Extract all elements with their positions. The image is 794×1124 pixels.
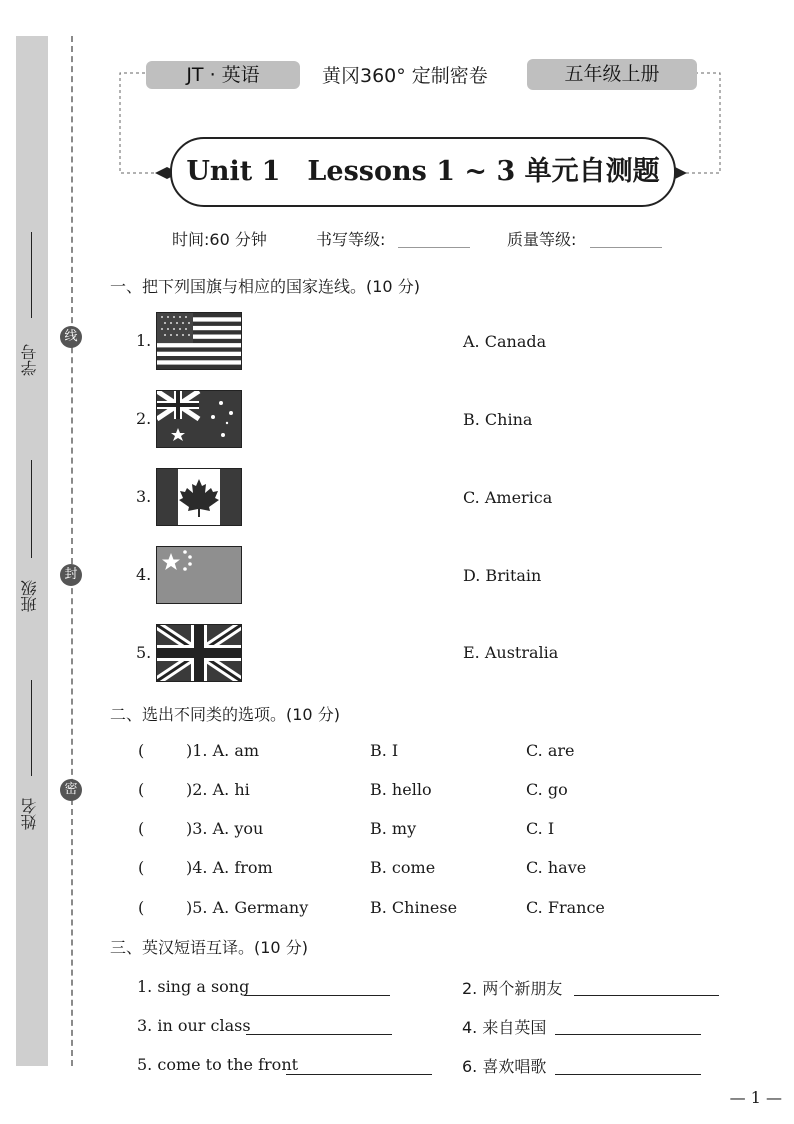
option-c: C. I — [526, 819, 555, 838]
writing-grade-field[interactable] — [398, 247, 470, 248]
translate-item: 1. sing a song — [137, 977, 250, 996]
student-id-label: 学号 — [20, 344, 39, 376]
country-option: E. Australia — [463, 643, 559, 662]
us-flag-icon — [156, 312, 242, 370]
name-line — [31, 680, 32, 776]
answer-blank[interactable] — [574, 995, 719, 996]
answer-blank[interactable] — [555, 1074, 701, 1075]
translate-item: 2. 两个新朋友 — [462, 979, 563, 998]
option-b: B. come — [370, 858, 436, 877]
option-c: C. France — [526, 898, 605, 917]
option-a: )2. A. hi — [186, 780, 250, 799]
uk-flag-icon — [156, 624, 242, 682]
section2-heading: 二、选出不同类的选项。(10 分) — [110, 705, 340, 724]
option-b: B. I — [370, 741, 399, 760]
translate-item: 4. 来自英国 — [462, 1018, 547, 1037]
option-c: C. go — [526, 780, 568, 799]
answer-blank[interactable] — [286, 1074, 432, 1075]
class-label: 班级 — [20, 580, 39, 612]
translate-item: 6. 喜欢唱歌 — [462, 1057, 547, 1076]
option-b: B. hello — [370, 780, 432, 799]
page-title: Unit 1 Lessons 1 ~ 3 单元自测题 — [186, 156, 660, 187]
flag-number: 4. — [136, 565, 152, 584]
answer-paren[interactable]: ( — [138, 858, 145, 877]
student-id-line — [31, 232, 32, 318]
answer-blank[interactable] — [246, 1034, 392, 1035]
option-c: C. are — [526, 741, 575, 760]
seal-feng: 封 — [60, 564, 82, 586]
flag-number: 5. — [136, 643, 152, 662]
section1-heading: 一、把下列国旗与相应的国家连线。(10 分) — [110, 277, 420, 296]
option-c: C. have — [526, 858, 587, 877]
section3-heading: 三、英汉短语互译。(10 分) — [110, 938, 308, 957]
option-a: )4. A. from — [186, 858, 273, 877]
option-a: )5. A. Germany — [186, 898, 309, 917]
option-b: B. my — [370, 819, 417, 838]
translate-item: 3. in our class — [137, 1016, 251, 1035]
translate-item: 5. come to the front — [137, 1055, 299, 1074]
answer-paren[interactable]: ( — [138, 819, 145, 838]
name-label: 姓名 — [20, 798, 39, 830]
country-option: C. America — [463, 488, 553, 507]
australia-flag-icon — [156, 390, 242, 448]
canada-flag-icon — [156, 468, 242, 526]
answer-paren[interactable]: ( — [138, 898, 145, 917]
option-b: B. Chinese — [370, 898, 458, 917]
quality-grade-field[interactable] — [590, 247, 662, 248]
series-title: 黄冈360° 定制密卷 — [322, 65, 488, 87]
option-a: )1. A. am — [186, 741, 260, 760]
class-line — [31, 460, 32, 558]
country-option: A. Canada — [463, 332, 547, 351]
answer-blank[interactable] — [244, 995, 390, 996]
china-flag-icon — [156, 546, 242, 604]
answer-paren[interactable]: ( — [138, 780, 145, 799]
cut-line — [71, 36, 73, 1066]
seal-xian: 线 — [60, 326, 82, 348]
quality-grade-label: 质量等级: — [507, 230, 577, 249]
flag-number: 3. — [136, 487, 152, 506]
flag-number: 1. — [136, 331, 152, 350]
flag-number: 2. — [136, 409, 152, 428]
binding-strip — [16, 36, 48, 1066]
country-option: B. China — [463, 410, 533, 429]
time-label: 时间:60 分钟 — [172, 230, 267, 249]
writing-grade-label: 书写等级: — [316, 230, 386, 249]
grade-pill: 五年级上册 — [527, 59, 697, 90]
subject-pill: JT · 英语 — [146, 61, 300, 89]
option-a: )3. A. you — [186, 819, 264, 838]
answer-paren[interactable]: ( — [138, 741, 145, 760]
page-number: — 1 — — [729, 1088, 782, 1107]
seal-mi: 密 — [60, 779, 82, 801]
country-option: D. Britain — [463, 566, 542, 585]
answer-blank[interactable] — [555, 1034, 701, 1035]
